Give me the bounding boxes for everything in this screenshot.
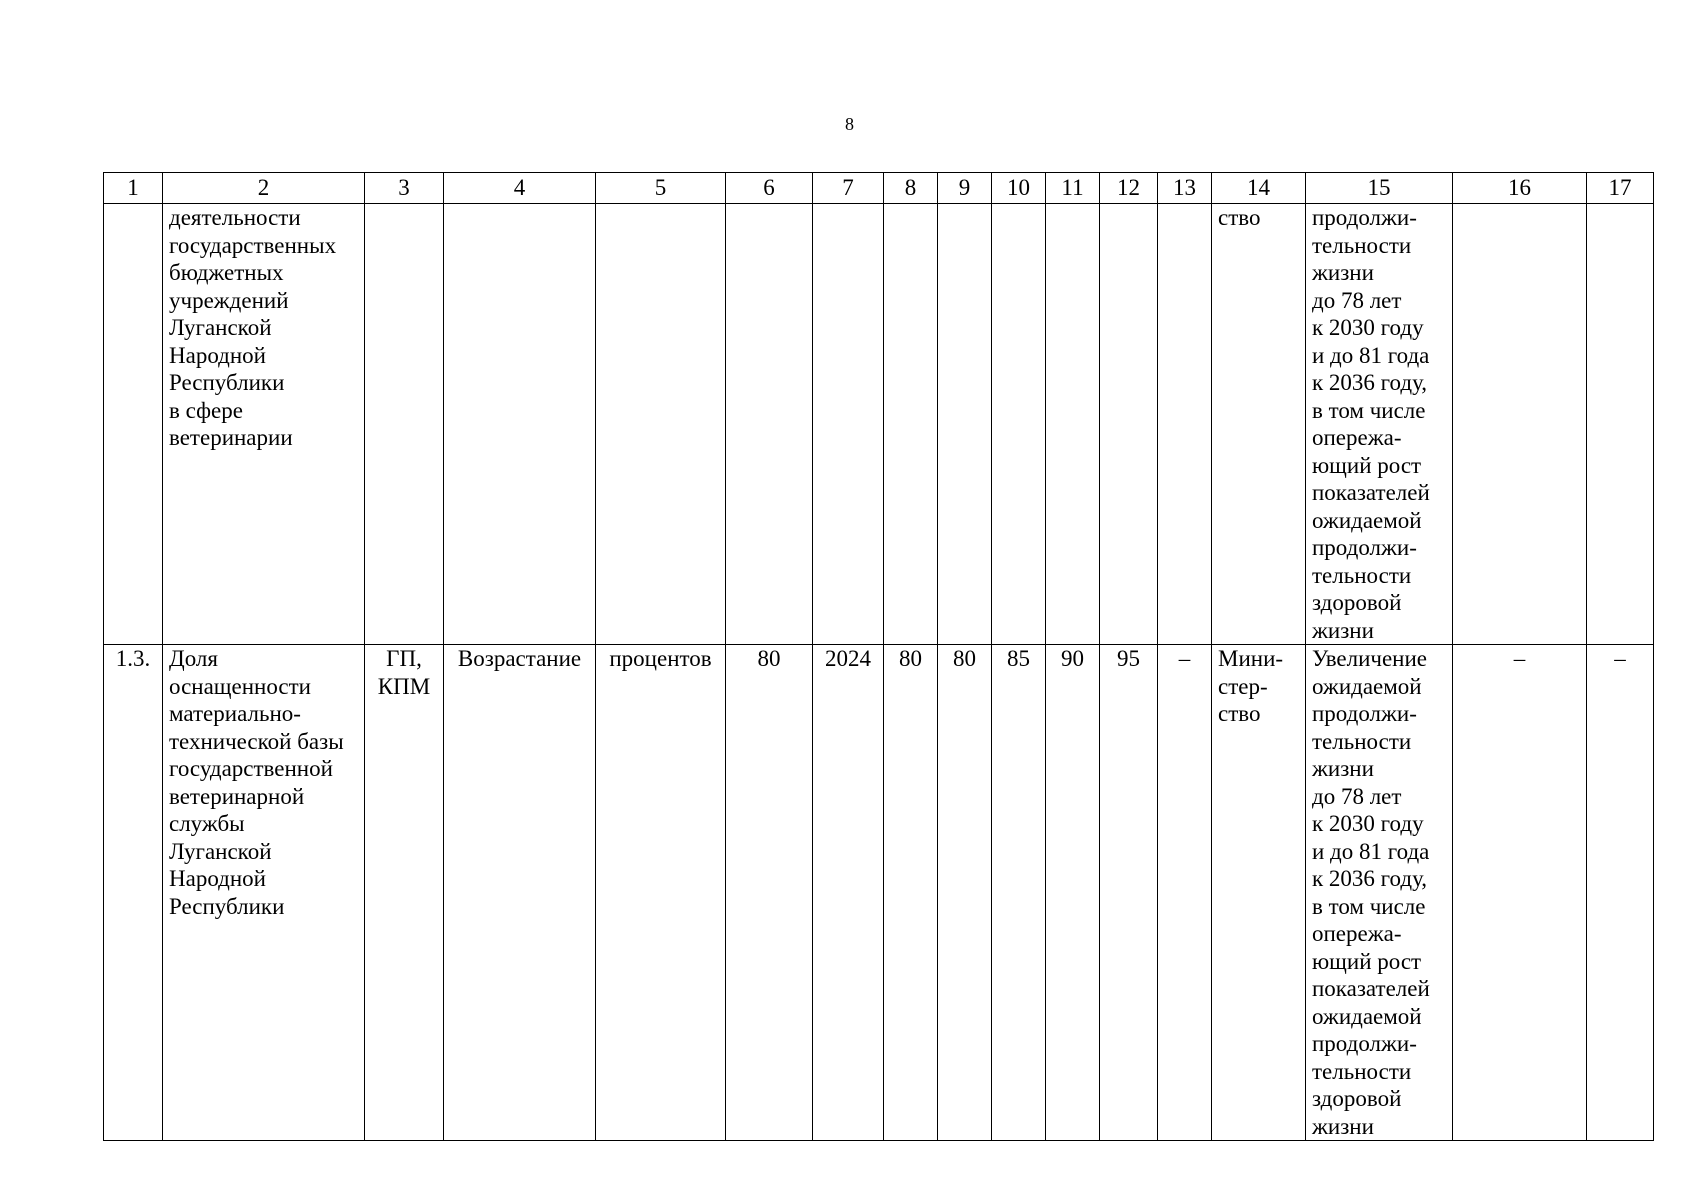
column-number: 11	[1046, 173, 1100, 204]
column-number: 3	[365, 173, 444, 204]
column-number-row	[104, 173, 1654, 204]
column-number: 7	[813, 173, 884, 204]
value-cell	[992, 204, 1046, 645]
table-row	[104, 645, 1654, 1141]
column-number: 17	[1587, 173, 1654, 204]
column-number: 2	[163, 173, 365, 204]
trend-cell	[444, 204, 596, 645]
column-number: 13	[1158, 173, 1212, 204]
value-cell	[884, 204, 938, 645]
indicator-name-cell: Доля оснащенности материально- технической базы государственной ветеринарной службы Луганской Народной Республики	[163, 645, 365, 1141]
value-cell: 85	[992, 645, 1046, 1141]
column-number: 8	[884, 173, 938, 204]
table-row	[104, 204, 1654, 645]
extra-cell	[1453, 204, 1587, 645]
responsible-cell: Мини- стер- ство	[1212, 645, 1306, 1141]
level-cell	[365, 204, 444, 645]
value-cell	[1100, 204, 1158, 645]
goal-link-cell: продолжи- тельности жизни до 78 лет к 2030 году и до 81 года к 2036 году, в том числе опережа- ющий рост показателей ожидаемой продолжи- тельности здоровой жизни	[1306, 204, 1453, 645]
column-number: 16	[1453, 173, 1587, 204]
page-number: 8	[845, 114, 854, 134]
column-number: 10	[992, 173, 1046, 204]
unit-cell: процентов	[596, 645, 726, 1141]
item-number-cell	[104, 204, 163, 645]
column-number: 6	[726, 173, 813, 204]
base-value-cell	[726, 204, 813, 645]
value-cell: 80	[884, 645, 938, 1141]
extra-cell	[1587, 204, 1654, 645]
column-number: 4	[444, 173, 596, 204]
indicators-table	[103, 172, 1654, 1141]
column-number: 9	[938, 173, 992, 204]
unit-cell	[596, 204, 726, 645]
extra-cell: –	[1587, 645, 1654, 1141]
trend-cell: Возрастание	[444, 645, 596, 1141]
extra-cell: –	[1453, 645, 1587, 1141]
column-number: 12	[1100, 173, 1158, 204]
responsible-cell: ство	[1212, 204, 1306, 645]
base-value-cell: 80	[726, 645, 813, 1141]
goal-link-cell: Увеличение ожидаемой продолжи- тельности жизни до 78 лет к 2030 году и до 81 года к 2036 году, в том числе опережа- ющий рост показателей ожидаемой продолжи- тельности здоровой жизни	[1306, 645, 1453, 1141]
indicator-name-cell: деятельности государственных бюджетных учреждений Луганской Народной Республики в сфере ветеринарии	[163, 204, 365, 645]
column-number: 14	[1212, 173, 1306, 204]
value-cell	[1046, 204, 1100, 645]
level-cell: ГП, КПМ	[365, 645, 444, 1141]
value-cell: –	[1158, 645, 1212, 1141]
value-cell: 90	[1046, 645, 1100, 1141]
value-cell: 80	[938, 645, 992, 1141]
column-number: 1	[104, 173, 163, 204]
base-year-cell: 2024	[813, 645, 884, 1141]
value-cell	[1158, 204, 1212, 645]
value-cell: 95	[1100, 645, 1158, 1141]
column-number: 5	[596, 173, 726, 204]
base-year-cell	[813, 204, 884, 645]
item-number-cell: 1.3.	[104, 645, 163, 1141]
column-number: 15	[1306, 173, 1453, 204]
value-cell	[938, 204, 992, 645]
